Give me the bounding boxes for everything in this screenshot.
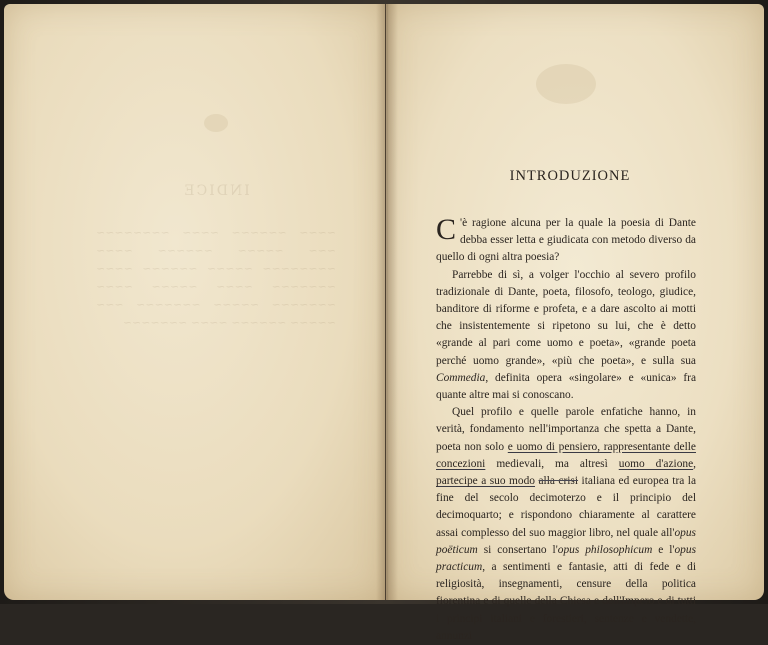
pencil-underline: e uomo di pensiero, rappresentante delle concezioni <box>436 440 696 470</box>
paper-stain <box>204 114 228 132</box>
pencil-underline: uomo d'azione <box>618 457 694 470</box>
pencil-underline: partecipe a suo modo <box>436 475 536 488</box>
left-page <box>4 4 385 600</box>
paper-stain <box>536 64 596 104</box>
pencil-strike: alla crisi <box>538 475 579 488</box>
drop-cap: C <box>436 213 457 246</box>
bleed-through-text: INDICE ~~~~ ~~~~~~ ~~~~ ~~~~~~~~ ~~~ ~~~~~ ~~~~~~ ~~~~ ~~~~~~~~ ~~~~~ ~~~~~~ ~~~~ ~~~~~~~ ~~~~ ~~~~~ ~~~~ ~~~~~~~ ~~~~~ ~~~~~~~ ~~~ ~~~~~ ~~~~~~ ~~~~ ~~~~~~~ <box>96 183 336 329</box>
right-page-text <box>436 168 696 645</box>
paragraph-1: C 'è ragione alcuna per la quale la poesia di Dante debba esser letta e giudicata con metodo diverso da quello di ogni altra poesia? <box>436 213 696 264</box>
book-gutter <box>376 4 398 600</box>
page-title: INTRODUZIONE <box>509 168 631 184</box>
paragraph-3: Quel profilo e quelle parole enfatiche hanno, in verità, fondamento nell'importanza che spetta a Dante, poeta non solo e uomo di pensiero, rappresentante delle concezioni medievali, ma altresì uomo d'azione, partecipe a suo modo alla crisi italiana ed europea tra la fine del secolo decimoterzo e il principio del decimoquarto; e rispondono chiaramente al carattere assai complesso del suo maggior libro, nel quale all'opus poëticum si consertano l'opus philosophicum e l'opus practicum, a sentimenti e fantasie, atti di fede e di religiosità, insegnamenti, censure della politica fiorentina e di quelle della Chiesa e dell'Impero e di tutti i principi italiani e forestieri, sentenze e vendette, annunzi <box>436 406 697 642</box>
paragraph-2: Parrebbe di sì, a volger l'occhio al severo profilo tradizionale di Dante, poeta, filosofo, teologo, giudice, banditore di riforme e profeta, e a dare ascolto ai motti che insistentemente si ripetono su lui, che è detto «grande al pari come uomo e poeta», «grande poeta perché uomo grande», «più che poeta», e sulla sua Commedia, definita opera «singolare» e «unica» fra quante altre mai si conoscano. <box>436 268 696 402</box>
